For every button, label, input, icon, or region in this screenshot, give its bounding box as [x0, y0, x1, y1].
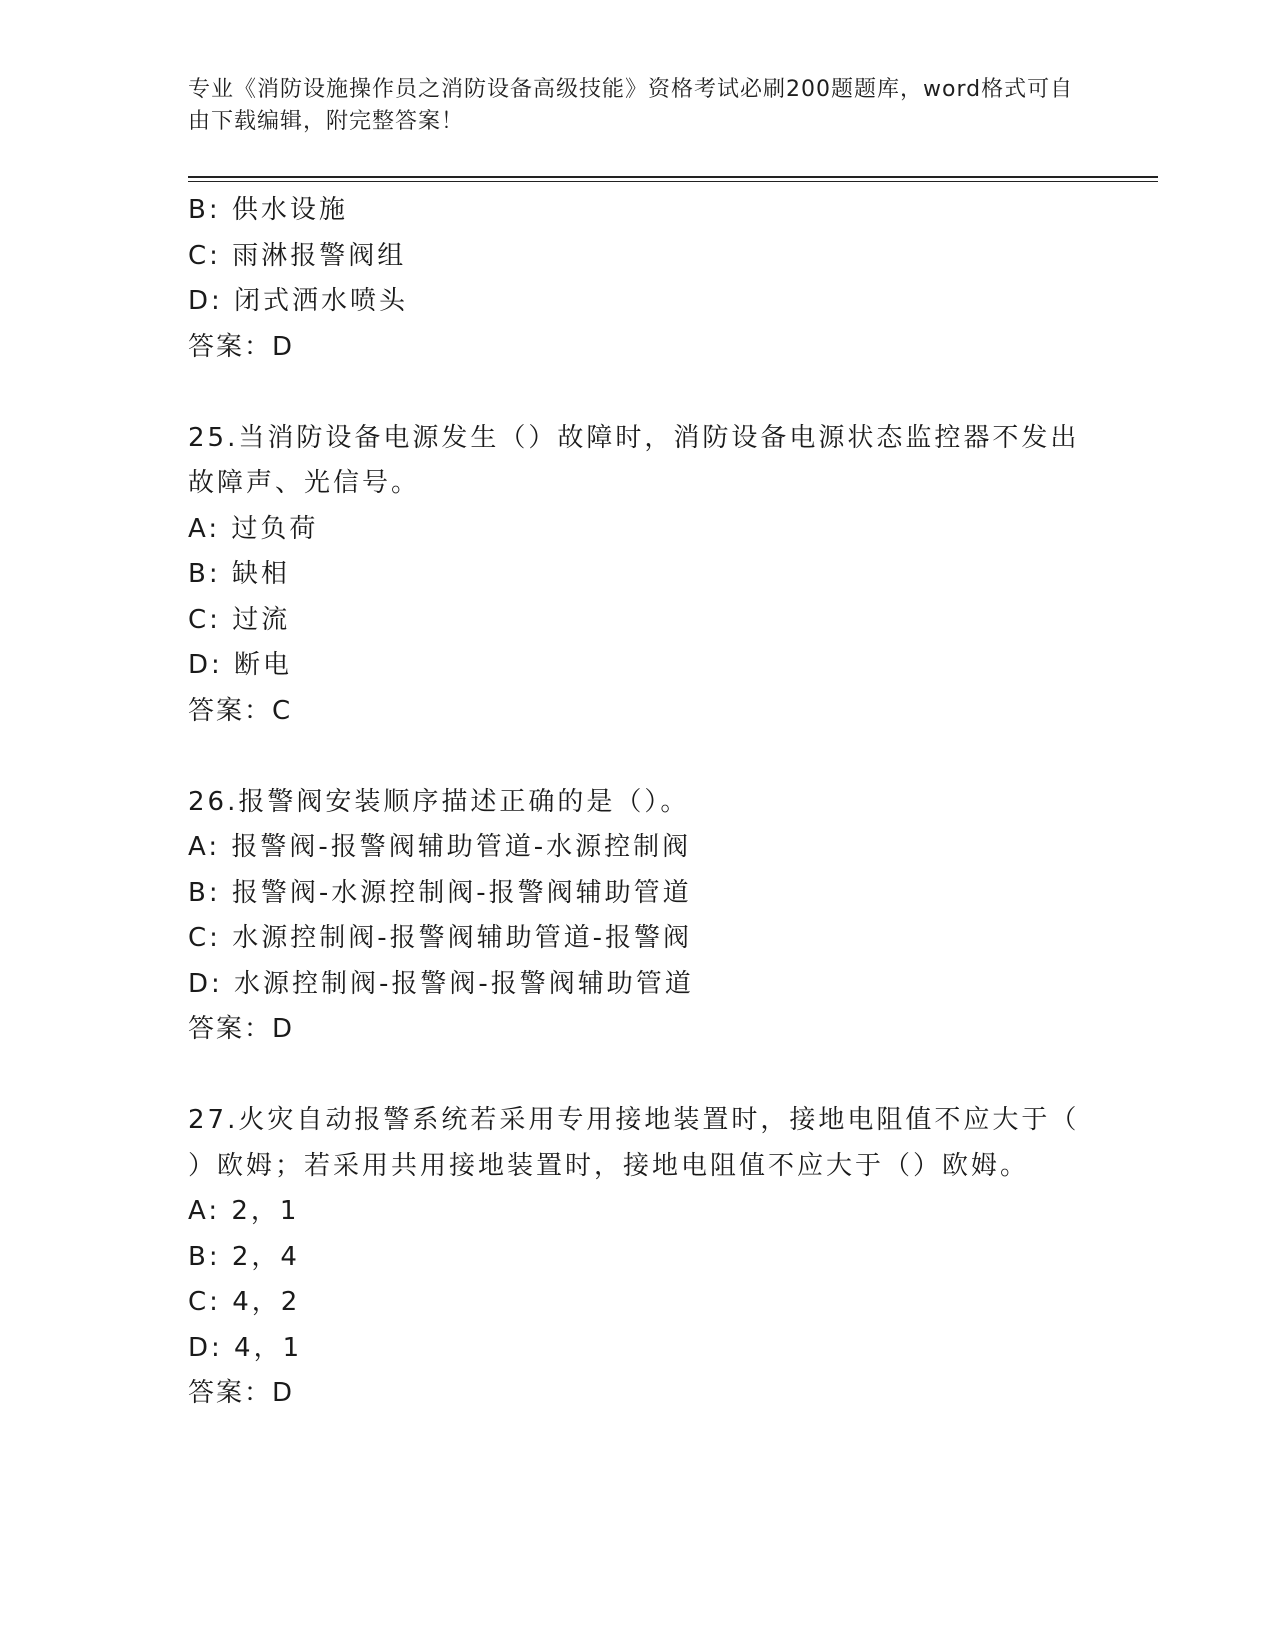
option-label: D:: [188, 1332, 223, 1363]
option-text: 2，4: [231, 1241, 300, 1272]
option-c: [188, 234, 1088, 280]
answer-line: 答案：C: [188, 695, 293, 726]
option-label: D:: [188, 286, 223, 316]
answer-line: 答案：D: [188, 1014, 295, 1044]
question-stem: 27.火灾自动报警系统若采用专用接地装置时，接地电阻值不应大于（: [188, 1105, 1080, 1135]
header-divider-thick: [188, 176, 1158, 178]
option-label: D:: [188, 650, 223, 680]
question-stem-cont: ）欧姆；若采用共用接地装置时，接地电阻值不应大于（）欧姆。: [188, 1150, 1030, 1181]
option-text: 断电: [234, 650, 293, 680]
spacer: [188, 734, 1088, 780]
prev-question-block: [188, 188, 1088, 370]
option-d: [188, 279, 1088, 325]
option-a: [188, 507, 1088, 553]
question-26: [188, 780, 1088, 1053]
option-text: 过流: [232, 604, 291, 635]
option-b: [188, 1235, 1088, 1281]
option-a: [188, 1189, 1088, 1235]
option-label: A:: [188, 832, 221, 862]
option-label: A:: [188, 1196, 221, 1226]
option-text: 缺相: [231, 559, 290, 589]
answer-line: 答案：D: [188, 331, 295, 362]
question-27: [188, 1098, 1088, 1417]
option-text: 闭式洒水喷头: [234, 286, 409, 316]
spacer: [188, 1053, 1088, 1099]
option-text: 水源控制阀-报警阀-报警阀辅助管道: [234, 968, 694, 999]
option-text: 雨淋报警阀组: [232, 240, 407, 271]
option-label: C:: [188, 1287, 221, 1317]
option-label: C:: [188, 923, 221, 953]
option-label: B:: [188, 195, 221, 225]
option-c: [188, 1280, 1088, 1326]
option-label: B:: [188, 877, 221, 908]
question-25: [188, 416, 1088, 735]
document-header: 专业《消防设施操作员之消防设备高级技能》资格考试必刷200题题库，word格式可自由下载编辑，附完整答案！: [188, 77, 1074, 134]
option-d: [188, 1326, 1088, 1372]
spacer: [188, 370, 1088, 416]
option-label: B:: [188, 559, 221, 589]
option-label: C:: [188, 604, 221, 635]
option-b: [188, 871, 1088, 917]
option-text: 报警阀-报警阀辅助管道-水源控制阀: [231, 832, 692, 862]
option-b: [188, 552, 1088, 598]
answer-line: 答案：D: [188, 1378, 295, 1408]
option-c: [188, 598, 1088, 644]
option-text: 水源控制阀-报警阀辅助管道-报警阀: [232, 923, 692, 953]
option-d: [188, 643, 1088, 689]
option-a: [188, 825, 1088, 871]
question-stem-cont: 故障声、光信号。: [188, 468, 421, 498]
option-label: C:: [188, 240, 221, 271]
option-d: [188, 962, 1088, 1008]
option-text: 2，1: [231, 1196, 300, 1226]
header-divider-thin: [188, 181, 1158, 182]
option-label: A:: [188, 513, 221, 544]
option-text: 过负荷: [231, 513, 319, 544]
option-text: 4，1: [234, 1332, 303, 1363]
option-label: D:: [188, 968, 223, 999]
option-label: B:: [188, 1241, 221, 1272]
option-b: [188, 188, 1088, 234]
option-c: [188, 916, 1088, 962]
question-stem: 26.报警阀安装顺序描述正确的是（）。: [188, 786, 690, 817]
question-content: [188, 188, 1088, 1417]
option-text: 报警阀-水源控制阀-报警阀辅助管道: [231, 877, 692, 908]
option-text: 4，2: [232, 1287, 301, 1317]
option-text: 供水设施: [231, 195, 348, 225]
question-stem: 25.当消防设备电源发生（）故障时，消防设备电源状态监控器不发出: [188, 422, 1080, 453]
